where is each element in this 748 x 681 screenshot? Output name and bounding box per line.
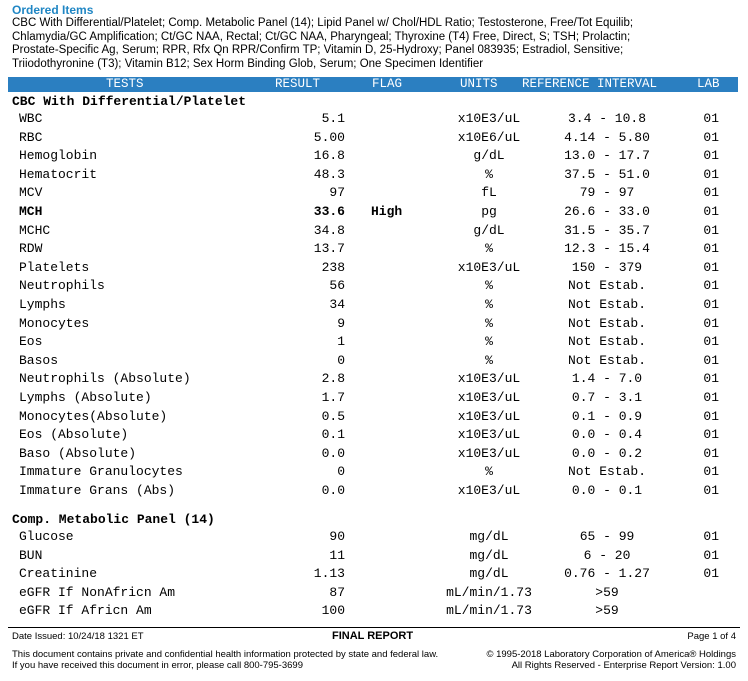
reference-interval: 13.0 - 17.7 <box>564 148 650 164</box>
lab-code: 01 <box>703 334 719 350</box>
reference-interval: 12.3 - 15.4 <box>564 241 650 257</box>
result-value: 1 <box>337 334 345 350</box>
header-reference-interval: REFERENCE INTERVAL <box>522 77 658 91</box>
reference-interval: Not Estab. <box>567 334 646 350</box>
result-row <box>0 260 748 278</box>
result-value: 1.13 <box>313 566 345 582</box>
result-row <box>0 529 748 547</box>
ordered-items-line: Prostate-Specific Ag, Serum; RPR, Rfx Qn RPR/Confirm TP; Vitamin D, 25-Hydroxy; Panel 083935; Estradiol, Sensitive; <box>12 44 624 57</box>
result-row <box>0 409 748 427</box>
test-name: eGFR If Africn Am <box>19 603 152 619</box>
test-name: Creatinine <box>19 566 98 582</box>
lab-code: 01 <box>703 352 719 368</box>
result-row <box>0 130 748 148</box>
result-value: 34 <box>329 297 345 312</box>
reference-interval: 150 - 379 <box>571 259 643 275</box>
ordered-items-title: Ordered Items <box>12 3 94 17</box>
result-row <box>0 566 748 584</box>
test-name: Basos <box>19 352 59 368</box>
lab-code: 01 <box>703 278 719 294</box>
result-row <box>0 371 748 389</box>
reference-interval: Not Estab. <box>567 315 646 331</box>
result-row <box>0 548 748 566</box>
result-value: 0.0 <box>321 445 345 461</box>
result-units: mg/dL <box>469 529 509 544</box>
result-flag: High <box>371 204 403 219</box>
test-name: MCHC <box>19 222 51 238</box>
result-units: x10E3/uL <box>457 390 521 405</box>
lab-code: 01 <box>703 111 719 126</box>
reference-interval: 79 - 97 <box>579 185 635 201</box>
result-units: x10E3/uL <box>457 111 521 126</box>
lab-code: 01 <box>703 166 719 182</box>
result-value: 87 <box>329 584 345 600</box>
result-row <box>0 185 748 203</box>
test-name: Glucose <box>19 529 74 544</box>
lab-code: 01 <box>703 390 719 405</box>
result-value: 0.1 <box>321 427 345 443</box>
test-name: eGFR If NonAfricn Am <box>19 584 176 600</box>
result-units: pg <box>481 204 497 219</box>
header-result: RESULT <box>275 77 321 91</box>
result-value: 1.7 <box>321 390 345 405</box>
lab-code: 01 <box>703 464 719 480</box>
test-name: Monocytes <box>19 315 90 331</box>
result-value: 9 <box>337 315 345 331</box>
result-units: % <box>485 297 493 312</box>
confidentiality-notice: This document contains private and confidential health information protected by state and federal law. <box>12 649 439 660</box>
test-name: MCV <box>19 185 43 201</box>
result-units: mg/dL <box>469 566 509 582</box>
result-row <box>0 603 748 621</box>
result-units: % <box>485 352 493 368</box>
reference-interval: >59 <box>595 603 619 619</box>
test-name: MCH <box>19 204 43 219</box>
report-footer <box>0 627 748 681</box>
footer-divider <box>8 627 740 628</box>
result-row <box>0 223 748 241</box>
reference-interval: 0.1 - 0.9 <box>571 408 643 424</box>
lab-code: 01 <box>703 427 719 443</box>
reference-interval: 0.7 - 3.1 <box>571 390 643 405</box>
report-version: All Rights Reserved - Enterprise Report Version: 1.00 <box>511 660 736 671</box>
result-row <box>0 278 748 296</box>
lab-code: 01 <box>703 408 719 424</box>
reference-interval: 0.0 - 0.1 <box>571 483 643 498</box>
reference-interval: 65 - 99 <box>579 529 635 544</box>
reference-interval: 26.6 - 33.0 <box>564 204 650 219</box>
result-row <box>0 334 748 352</box>
result-units: x10E3/uL <box>457 483 521 498</box>
test-name: Immature Grans (Abs) <box>19 483 176 498</box>
header-flag: FLAG <box>372 77 403 91</box>
lab-code: 01 <box>703 566 719 582</box>
reference-interval: 0.0 - 0.4 <box>571 427 643 443</box>
result-row <box>0 585 748 603</box>
result-value: 11 <box>329 547 345 563</box>
result-value: 34.8 <box>313 222 345 238</box>
error-contact-notice: If you have received this document in error, please call 800-795-3699 <box>12 660 303 671</box>
lab-code: 01 <box>703 529 719 544</box>
result-units: x10E3/uL <box>457 259 521 275</box>
results-table-header <box>8 77 738 92</box>
test-name: Lymphs (Absolute) <box>19 390 152 405</box>
result-units: % <box>485 315 493 331</box>
test-name: Eos (Absolute) <box>19 427 129 443</box>
test-name: Eos <box>19 334 43 350</box>
lab-code: 01 <box>703 148 719 164</box>
test-name: Baso (Absolute) <box>19 445 137 461</box>
result-row <box>0 483 748 501</box>
reference-interval: 1.4 - 7.0 <box>571 371 643 387</box>
result-row <box>0 427 748 445</box>
result-value: 5.00 <box>313 129 345 145</box>
result-units: % <box>485 278 493 294</box>
date-issued: Date Issued: 10/24/18 1321 ET <box>12 631 144 642</box>
result-units: x10E3/uL <box>457 408 521 424</box>
reference-interval: Not Estab. <box>567 297 646 312</box>
test-name: Hemoglobin <box>19 148 98 164</box>
result-value: 16.8 <box>313 148 345 164</box>
reference-interval: 4.14 - 5.80 <box>564 129 650 145</box>
ordered-items-line: Chlamydia/GC Amplification; Ct/GC NAA, Rectal; Ct/GC NAA, Pharyngeal; Thyroxine (T4) Free, Direct, S; TSH; Prolactin; <box>12 30 631 43</box>
section-title: CBC With Differential/Platelet <box>12 94 247 109</box>
result-units: g/dL <box>473 222 505 238</box>
result-value: 0 <box>337 464 345 480</box>
result-value: 13.7 <box>313 241 345 257</box>
result-value: 48.3 <box>313 166 345 182</box>
test-name: Hematocrit <box>19 166 98 182</box>
header-lab: LAB <box>697 77 720 91</box>
result-value: 97 <box>329 185 345 201</box>
result-row <box>0 316 748 334</box>
result-units: x10E6/uL <box>457 129 521 145</box>
reference-interval: Not Estab. <box>567 278 646 294</box>
test-name: Neutrophils <box>19 278 105 294</box>
lab-code: 01 <box>703 259 719 275</box>
test-name: Monocytes(Absolute) <box>19 408 168 424</box>
ordered-items-line: Triiodothyronine (T3); Vitamin B12; Sex Horm Binding Glob, Serum; One Specimen Identifier <box>12 57 484 70</box>
lab-code: 01 <box>703 483 719 498</box>
test-name: RDW <box>19 241 43 257</box>
result-value: 5.1 <box>321 111 345 126</box>
lab-code: 01 <box>703 241 719 257</box>
reference-interval: 37.5 - 51.0 <box>564 166 650 182</box>
lab-code: 01 <box>703 185 719 201</box>
reference-interval: >59 <box>595 584 619 600</box>
result-units: % <box>485 166 493 182</box>
result-row <box>0 390 748 408</box>
result-units: g/dL <box>473 148 505 164</box>
result-units: mL/min/1.73 <box>446 603 532 619</box>
result-units: x10E3/uL <box>457 371 521 387</box>
test-name: BUN <box>19 547 43 563</box>
result-value: 0.0 <box>321 483 345 498</box>
lab-code: 01 <box>703 222 719 238</box>
page-number: Page 1 of 4 <box>687 631 736 642</box>
result-units: mL/min/1.73 <box>446 584 532 600</box>
result-units: % <box>485 464 493 480</box>
final-report-label: FINAL REPORT <box>332 630 414 642</box>
header-tests: TESTS <box>106 77 144 91</box>
reference-interval: 0.0 - 0.2 <box>571 445 643 461</box>
result-row <box>0 148 748 166</box>
lab-code: 01 <box>703 371 719 387</box>
reference-interval: 3.4 - 10.8 <box>567 111 646 126</box>
result-units: fL <box>481 185 497 201</box>
ordered-items-list <box>12 17 742 71</box>
result-units: % <box>485 241 493 257</box>
result-units: x10E3/uL <box>457 427 521 443</box>
result-value: 2.8 <box>321 371 345 387</box>
result-row <box>0 204 748 222</box>
result-value: 0 <box>337 352 345 368</box>
test-name: Immature Granulocytes <box>19 464 183 480</box>
result-units: x10E3/uL <box>457 445 521 461</box>
copyright-notice: © 1995-2018 Laboratory Corporation of America® Holdings <box>486 649 736 660</box>
reference-interval: 6 - 20 <box>583 547 631 563</box>
result-row <box>0 167 748 185</box>
lab-code: 01 <box>703 297 719 312</box>
ordered-items-line: CBC With Differential/Platelet; Comp. Metabolic Panel (14); Lipid Panel w/ Chol/HDL Ratio; Testosterone, Free/Tot Equilib; <box>12 17 634 29</box>
reference-interval: Not Estab. <box>567 464 646 480</box>
result-value: 100 <box>321 603 345 619</box>
reference-interval: Not Estab. <box>567 352 646 368</box>
result-row <box>0 353 748 371</box>
result-row <box>0 297 748 315</box>
lab-code: 01 <box>703 547 719 563</box>
result-value: 33.6 <box>313 204 345 219</box>
result-value: 90 <box>329 529 345 544</box>
test-name: Platelets <box>19 259 90 275</box>
reference-interval: 31.5 - 35.7 <box>564 222 650 238</box>
test-name: WBC <box>19 111 43 126</box>
ordered-items <box>12 3 742 71</box>
result-row <box>0 111 748 129</box>
lab-code: 01 <box>703 315 719 331</box>
test-name: RBC <box>19 129 43 145</box>
result-value: 238 <box>321 259 345 275</box>
reference-interval: 0.76 - 1.27 <box>564 566 650 582</box>
result-units: mg/dL <box>469 547 509 563</box>
result-value: 0.5 <box>321 408 345 424</box>
lab-code: 01 <box>703 129 719 145</box>
lab-code: 01 <box>703 445 719 461</box>
header-units: UNITS <box>460 77 498 91</box>
section-title: Comp. Metabolic Panel (14) <box>12 512 215 527</box>
result-units: % <box>485 334 493 350</box>
result-row <box>0 241 748 259</box>
result-value: 56 <box>329 278 345 294</box>
result-row <box>0 446 748 464</box>
test-name: Neutrophils (Absolute) <box>19 371 191 387</box>
lab-code: 01 <box>703 204 719 219</box>
test-name: Lymphs <box>19 297 66 312</box>
result-row <box>0 464 748 482</box>
